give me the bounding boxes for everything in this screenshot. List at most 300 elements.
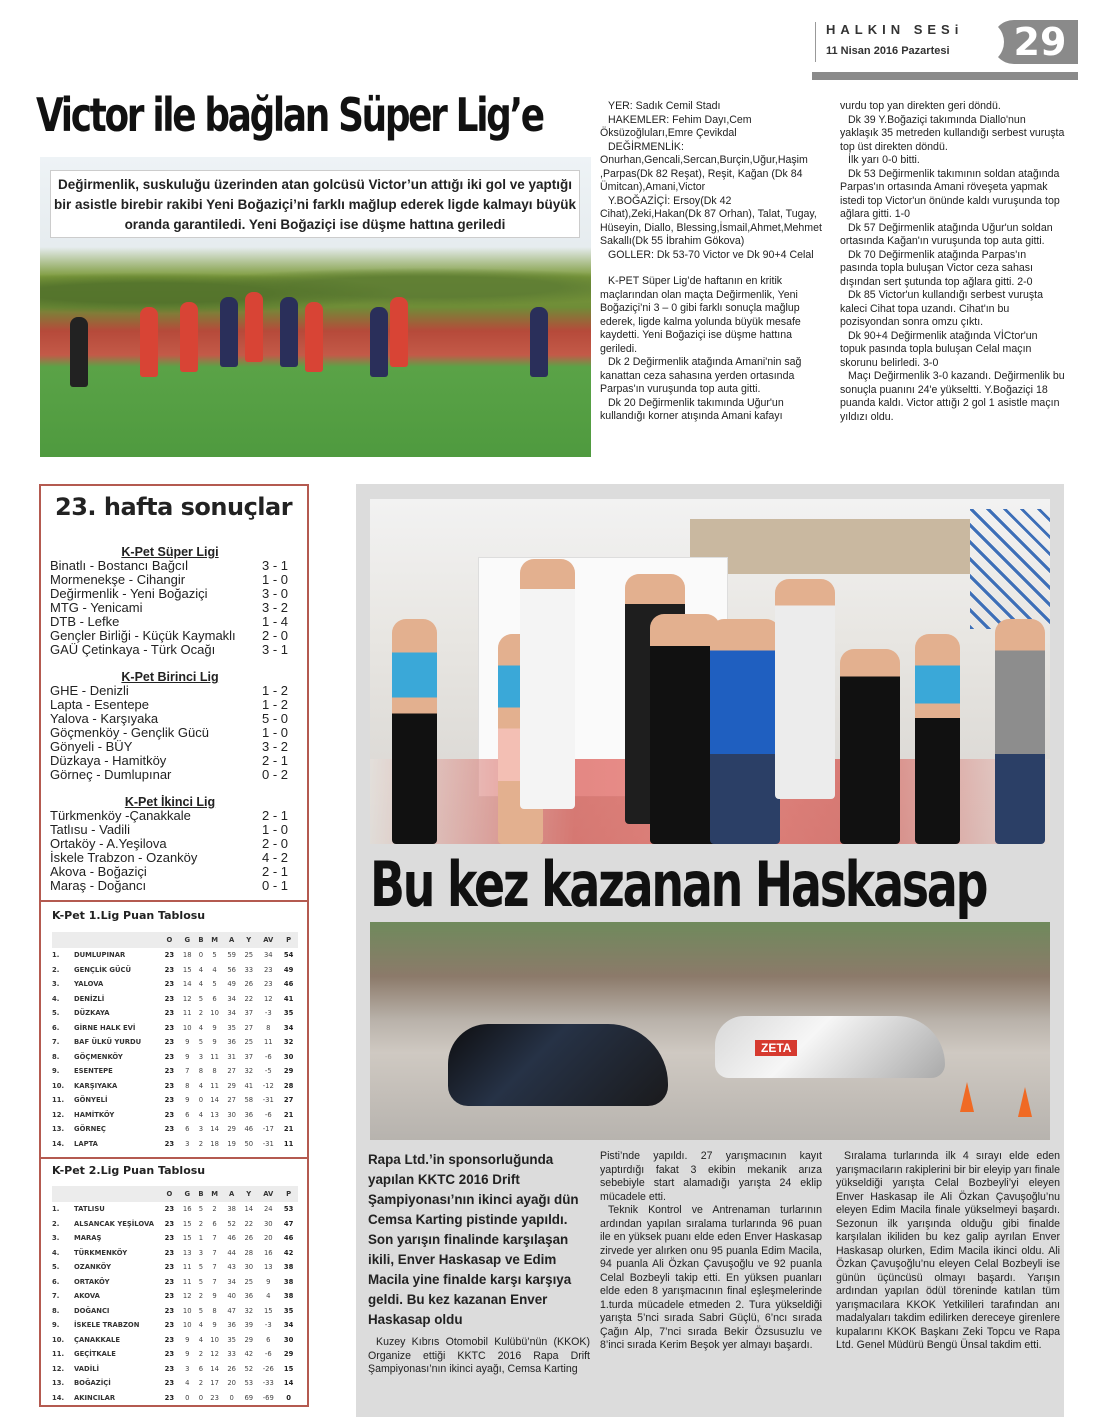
stat-cell: 53 bbox=[244, 1379, 254, 1388]
stat-cell: -6 bbox=[264, 1052, 272, 1061]
stat-cell: 6 bbox=[185, 1110, 190, 1119]
col-header-lost: M bbox=[206, 932, 223, 948]
stat-cell: 35 bbox=[283, 1306, 294, 1315]
stat-cell: 6 bbox=[266, 1335, 271, 1344]
stat-cell: 33 bbox=[244, 965, 254, 974]
stat-cell: 4 bbox=[198, 1081, 204, 1090]
stat-cell: -26 bbox=[262, 1364, 274, 1373]
stat-cell: 35 bbox=[227, 1335, 236, 1344]
stat-cell: 38 bbox=[283, 1263, 294, 1272]
stat-cell: 8 bbox=[185, 1081, 190, 1090]
stat-cell: 33 bbox=[227, 1350, 236, 1359]
stat-cell: 44 bbox=[227, 1248, 236, 1257]
col-header-drawn: B bbox=[196, 1186, 206, 1202]
stat-cell: 54 bbox=[283, 951, 294, 960]
stat-cell: 23 bbox=[164, 1292, 175, 1301]
match-teams: Düzkaya - Hamitköy bbox=[50, 753, 167, 768]
stat-cell: 7 bbox=[212, 1277, 217, 1286]
stat-cell: 14 bbox=[210, 1364, 219, 1373]
stat-cell: 29 bbox=[283, 1350, 294, 1359]
team-cell: AKOVA bbox=[74, 1292, 100, 1301]
col-header-lost: M bbox=[206, 1186, 223, 1202]
stat-cell: 8 bbox=[212, 1067, 217, 1076]
stat-cell: 2 bbox=[198, 1350, 204, 1359]
stat-cell: -3 bbox=[264, 1009, 272, 1018]
stat-cell: 23 bbox=[164, 1219, 175, 1228]
match-row bbox=[50, 726, 290, 740]
stat-cell: 28 bbox=[244, 1248, 254, 1257]
stat-cell: 15 bbox=[182, 1219, 192, 1228]
stat-cell: 9 bbox=[185, 1038, 190, 1047]
rank-cell: 2. bbox=[52, 1219, 60, 1228]
table-row bbox=[52, 963, 298, 978]
rank-cell: 1. bbox=[52, 1205, 60, 1214]
col-header-played: O bbox=[160, 1186, 179, 1202]
stat-cell: 23 bbox=[164, 1067, 175, 1076]
car-livery-label: ZETA bbox=[755, 1040, 797, 1056]
stat-cell: 5 bbox=[212, 980, 217, 989]
team-cell: LAPTA bbox=[74, 1139, 98, 1148]
stat-cell: 23 bbox=[164, 1096, 175, 1105]
stat-cell: 15 bbox=[182, 965, 192, 974]
stat-cell: 2 bbox=[212, 1205, 217, 1214]
stat-cell: 34 bbox=[227, 994, 236, 1003]
match-row bbox=[50, 615, 290, 629]
stat-cell: 23 bbox=[164, 1081, 175, 1090]
driver-figure bbox=[775, 579, 835, 799]
stat-cell: 32 bbox=[244, 1067, 254, 1076]
table-row bbox=[52, 1391, 298, 1406]
stat-cell: 23 bbox=[164, 1364, 175, 1373]
team-cell: HAMİTKÖY bbox=[74, 1110, 115, 1119]
stat-cell: 13 bbox=[263, 1263, 273, 1272]
match-teams: GAÜ Çetinkaya - Türk Ocağı bbox=[50, 642, 216, 657]
team-cell: OZANKÖY bbox=[74, 1263, 112, 1272]
match-score: 4 - 2 bbox=[261, 850, 288, 865]
table-row bbox=[52, 1231, 298, 1246]
stat-cell: 30 bbox=[263, 1219, 273, 1228]
stat-cell: 18 bbox=[210, 1139, 219, 1148]
stat-cell: 2 bbox=[198, 1379, 204, 1388]
stat-cell: 23 bbox=[164, 1321, 175, 1330]
stat-cell: 34 bbox=[263, 951, 273, 960]
article2-column-1 bbox=[368, 1336, 590, 1377]
match-teams: Değirmenlik - Yeni Boğaziçi bbox=[50, 586, 208, 601]
stat-cell: 23 bbox=[164, 1393, 175, 1402]
rank-cell: 9. bbox=[52, 1321, 60, 1330]
match-goals: GOLLER: Dk 53-70 Victor ve Dk 90+4 Celal bbox=[608, 248, 814, 261]
stat-cell: 6 bbox=[212, 994, 217, 1003]
stat-cell: 3 bbox=[198, 1248, 204, 1257]
player-figure bbox=[305, 302, 323, 372]
stat-cell: 26 bbox=[244, 1234, 254, 1243]
stat-cell: 23 bbox=[164, 1335, 175, 1344]
stat-cell: 23 bbox=[164, 1350, 175, 1359]
stat-cell: 26 bbox=[227, 1364, 236, 1373]
league-ikinci-lig bbox=[50, 795, 290, 893]
stat-cell: 27 bbox=[227, 1067, 236, 1076]
driver-figure bbox=[840, 649, 900, 844]
match-score: 3 - 1 bbox=[261, 642, 288, 657]
match-teams: Mormenekşe - Cihangir bbox=[50, 572, 186, 587]
stat-cell: 34 bbox=[283, 1023, 294, 1032]
stat-cell: 0 bbox=[198, 1096, 204, 1105]
stat-cell: 7 bbox=[212, 1234, 217, 1243]
stat-cell: 7 bbox=[212, 1263, 217, 1272]
stat-cell: 4 bbox=[198, 1110, 204, 1119]
article-paragraph: Dk 57 Değirmenlik atağında Uğur'un soldan ortasında Kağan'ın vuruşunda top auta gitti. bbox=[840, 221, 1053, 247]
match-row bbox=[50, 823, 290, 837]
rank-cell: 14. bbox=[52, 1393, 65, 1402]
stat-cell: 14 bbox=[210, 1125, 219, 1134]
stat-cell: -31 bbox=[262, 1139, 274, 1148]
stat-cell: 23 bbox=[164, 1052, 175, 1061]
standings-body bbox=[52, 1202, 298, 1405]
blue-bridge bbox=[970, 509, 1050, 629]
stat-cell: 5 bbox=[198, 994, 204, 1003]
rank-cell: 5. bbox=[52, 1009, 60, 1018]
league-name: K-Pet Süper Ligi bbox=[121, 545, 219, 559]
table-row bbox=[52, 992, 298, 1007]
match-score: 0 - 1 bbox=[261, 878, 288, 893]
section-divider bbox=[41, 900, 307, 902]
match-row bbox=[50, 865, 290, 879]
stat-cell: 41 bbox=[244, 1081, 254, 1090]
stat-cell: -33 bbox=[262, 1379, 274, 1388]
stat-cell: 15 bbox=[182, 1234, 192, 1243]
stat-cell: 22 bbox=[244, 1219, 254, 1228]
stat-cell: 29 bbox=[283, 1067, 294, 1076]
team-cell: BAF ÜLKÜ YURDU bbox=[74, 1038, 142, 1047]
match-row bbox=[50, 712, 290, 726]
team-cell: TÜRKMENKÖY bbox=[74, 1248, 128, 1257]
team-cell: DOĞANCI bbox=[74, 1306, 110, 1315]
stat-cell: 25 bbox=[244, 1038, 254, 1047]
col-header-average: AV bbox=[257, 932, 279, 948]
league-super-lig bbox=[50, 545, 290, 657]
article-paragraph: vurdu top yan direkten geri döndü. bbox=[840, 100, 1001, 112]
rank-cell: 11. bbox=[52, 1096, 65, 1105]
match-teams: Binatlı - Bostancı Bağcıl bbox=[50, 558, 189, 573]
stat-cell: 21 bbox=[283, 1125, 294, 1134]
match-score: 1 - 0 bbox=[261, 572, 288, 587]
stat-cell: 14 bbox=[244, 1205, 254, 1214]
table-row bbox=[52, 1122, 298, 1137]
stat-cell: 11 bbox=[283, 1139, 294, 1148]
stat-cell: 16 bbox=[263, 1248, 273, 1257]
article1-headline: Victor ile bağlan Süper Lig’e bbox=[36, 88, 543, 142]
stat-cell: 12 bbox=[182, 1292, 192, 1301]
stat-cell: 16 bbox=[182, 1205, 192, 1214]
col-header bbox=[74, 932, 160, 948]
table-row bbox=[52, 1137, 298, 1152]
stat-cell: 20 bbox=[227, 1379, 236, 1388]
team-cell: TATLISU bbox=[74, 1205, 105, 1214]
stat-cell: 12 bbox=[182, 994, 192, 1003]
standings-title-1lig: K-Pet 1.Lig Puan Tablosu bbox=[52, 909, 206, 922]
article2-headline: Bu kez kazanan Haskasap bbox=[370, 848, 987, 921]
stat-cell: 0 bbox=[229, 1393, 234, 1402]
match-score: 3 - 2 bbox=[261, 739, 288, 754]
stat-cell: 17 bbox=[210, 1379, 219, 1388]
match-row bbox=[50, 629, 290, 643]
stat-cell: 41 bbox=[283, 994, 294, 1003]
team-cell: ALSANCAK YEŞİLOVA bbox=[74, 1219, 155, 1228]
match-row bbox=[50, 851, 290, 865]
team-cell: ÇANAKKALE bbox=[74, 1335, 120, 1344]
stat-cell: 10 bbox=[210, 1009, 219, 1018]
team-cell: VADİLİ bbox=[74, 1364, 100, 1373]
masthead bbox=[812, 18, 1074, 68]
stat-cell: 9 bbox=[185, 1350, 190, 1359]
col-header-won: G bbox=[179, 932, 196, 948]
table-row bbox=[52, 1093, 298, 1108]
team-cell: YALOVA bbox=[74, 980, 104, 989]
match-row bbox=[50, 837, 290, 851]
stat-cell: 23 bbox=[164, 1379, 175, 1388]
match-score: 3 - 0 bbox=[261, 586, 288, 601]
rank-cell: 4. bbox=[52, 1248, 60, 1257]
rank-cell: 12. bbox=[52, 1364, 65, 1373]
rank-cell: 14. bbox=[52, 1139, 65, 1148]
match-row bbox=[50, 809, 290, 823]
stat-cell: 38 bbox=[283, 1292, 294, 1301]
stat-cell: 34 bbox=[227, 1277, 236, 1286]
team-cell: DÜZKAYA bbox=[74, 1009, 110, 1018]
league-birinci-lig bbox=[50, 670, 290, 782]
stat-cell: 31 bbox=[227, 1052, 236, 1061]
stat-cell: 36 bbox=[227, 1038, 236, 1047]
team-cell: BOĞAZİÇİ bbox=[74, 1379, 111, 1388]
stat-cell: 0 bbox=[198, 951, 204, 960]
table-row bbox=[52, 1108, 298, 1123]
stat-cell: 11 bbox=[210, 1081, 219, 1090]
article-paragraph: Dk 20 Değirmenlik takımında Uğur'un kullandığı korner atışında Amani kafayı bbox=[600, 396, 784, 422]
col-header-drawn: B bbox=[196, 932, 206, 948]
stat-cell: 4 bbox=[198, 1023, 204, 1032]
stat-cell: 14 bbox=[182, 980, 192, 989]
match-row bbox=[50, 768, 290, 782]
team-cell: GÖNYELİ bbox=[74, 1096, 108, 1105]
building-roof bbox=[690, 519, 970, 574]
stat-cell: 27 bbox=[244, 1023, 254, 1032]
stat-cell: 46 bbox=[227, 1234, 236, 1243]
stat-cell: 10 bbox=[182, 1023, 192, 1032]
issue-date: 11 Nisan 2016 Pazartesi bbox=[826, 45, 950, 57]
stat-cell: 5 bbox=[198, 1306, 204, 1315]
rank-cell: 11. bbox=[52, 1350, 65, 1359]
col-header bbox=[74, 1186, 160, 1202]
table-row bbox=[52, 1021, 298, 1036]
stat-cell: 52 bbox=[227, 1219, 236, 1228]
table-row bbox=[52, 1202, 298, 1217]
photo-caption: Değirmenlik, suskuluğu üzerinden atan golcüsü Victor’un attığı iki gol ve yaptığı bir asistle birebir rakibi Yeni Boğaziçi’ni farklı mağlup ederek ligde kalmayı büyük oranda garantiledi. Yeni Boğaziçi ise düşme hattına geriledi bbox=[50, 170, 580, 238]
stat-cell: 23 bbox=[164, 994, 175, 1003]
hostess-figure bbox=[915, 634, 960, 844]
match-score: 2 - 1 bbox=[261, 864, 288, 879]
player-figure bbox=[370, 307, 388, 377]
stat-cell: 14 bbox=[210, 1096, 219, 1105]
stat-cell: 0 bbox=[185, 1393, 190, 1402]
stat-cell: 6 bbox=[198, 1364, 204, 1373]
col-header bbox=[52, 932, 74, 948]
match-teams: MTG - Yenicami bbox=[50, 600, 143, 615]
stat-cell: 0 bbox=[286, 1393, 291, 1402]
stat-cell: 0 bbox=[198, 1393, 204, 1402]
rank-cell: 7. bbox=[52, 1038, 60, 1047]
stat-cell: 47 bbox=[227, 1306, 236, 1315]
stat-cell: 23 bbox=[164, 1248, 175, 1257]
stat-cell: 9 bbox=[212, 1321, 217, 1330]
table-row bbox=[52, 977, 298, 992]
stat-cell: 23 bbox=[164, 1205, 175, 1214]
team-cell: AKINCILAR bbox=[74, 1393, 116, 1402]
player-figure bbox=[220, 297, 238, 367]
stat-cell: -6 bbox=[264, 1110, 272, 1119]
article-paragraph: Sıralama turlarında ilk 4 sırayı elde eden yarışmacıların rakiplerini bir bir eleyip yarı finale yükseldiği yarışta Celal Bozbeyli’yi eleyen Enver Haskasap ile Ali Özkan Çavuşoğlu’nu eleyen Edim Macila finale yükselmeyi başardı. Sezonun ilk yarışında olduğu gibi finalde karşılalan ikiliden bu kez galip ayrılan Enver Haskasap olurken, Edim Macila ikinci oldu. Ali Özkan Çavuşoğlu’nu eleyen Celal Bozbeyli ise günün üçüncüsü olmayı başardı. Yarışın ardından yapılan ödül töreninde katılan tüm yarışmacılara KKOK Yetkilileri tarafından anı madalyaları takdim edilirken dereceye girenlere kupalarını KKOK Başkanı Zeki Topcu ve Rapa Ltd. Genel Müdürü Bengü Ünsal takdim etti. bbox=[836, 1150, 1060, 1351]
stat-cell: 40 bbox=[227, 1292, 236, 1301]
table-row bbox=[52, 1079, 298, 1094]
table-row bbox=[52, 1217, 298, 1232]
stat-cell: 27 bbox=[283, 1096, 294, 1105]
stat-cell: 32 bbox=[244, 1306, 254, 1315]
table-row bbox=[52, 1275, 298, 1290]
match-score: 1 - 4 bbox=[261, 614, 288, 629]
stat-cell: 35 bbox=[227, 1023, 236, 1032]
match-score: 1 - 2 bbox=[261, 697, 288, 712]
article-paragraph: Dk 2 Değirmenlik atağında Amani'nin sağ kanattan ceza sahasına yerden ortasında Parpas'ın vuruşunda top auta gitti. bbox=[600, 356, 802, 395]
article-paragraph: Dk 53 Değirmenlik takımının soldan atağında Parpas'ın ortasında Amani röveşeta yapmak istedi top Victor'un önünde kaldı vuruşunda top ağlara gitti. 1-0 bbox=[840, 167, 1060, 220]
match-row bbox=[50, 879, 290, 893]
team-cell: DENİZLİ bbox=[74, 994, 105, 1003]
stat-cell: 10 bbox=[182, 1306, 192, 1315]
match-teams: Gönyeli - BÜY bbox=[50, 739, 133, 754]
stat-cell: 10 bbox=[210, 1335, 219, 1344]
team-cell: GEÇİTKALE bbox=[74, 1350, 116, 1359]
rank-cell: 10. bbox=[52, 1081, 65, 1090]
stat-cell: 2 bbox=[198, 1219, 204, 1228]
match-score: 2 - 0 bbox=[261, 836, 288, 851]
spectator-figure bbox=[995, 619, 1045, 844]
team-cell: GİRNE HALK EVİ bbox=[74, 1023, 136, 1032]
match-teams: Görneç - Dumlupınar bbox=[50, 767, 172, 782]
team-cell: MARAŞ bbox=[74, 1234, 102, 1243]
article-paragraph: Dk 70 Değirmenlik atağında Parpas'ın pasında topla buluşan Victor ceza sahası dışından sert şutunda top ağlara gitti. 2-0 bbox=[840, 248, 1033, 288]
article-paragraph: K-PET Süper Lig’de haftanın en kritik maçlarından olan maçta Değirmenlik, Yeni Boğaziçi’ni 3 – 0 gibi farklı sonuçla mağlup ederek, ligde kalma yolunda büyük mesafe kaydetti. Yeni Boğaziçi ise düşme hattına geriledi. bbox=[600, 275, 801, 355]
table-row bbox=[52, 1035, 298, 1050]
stat-cell: 13 bbox=[182, 1248, 192, 1257]
hostess-figure bbox=[392, 619, 437, 844]
match-score: 3 - 2 bbox=[261, 600, 288, 615]
match-score: 0 - 2 bbox=[261, 767, 288, 782]
stat-cell: 46 bbox=[283, 980, 294, 989]
rank-cell: 13. bbox=[52, 1379, 65, 1388]
article-paragraph: Dk 85 Victor'un kullandığı serbest vuruşta kaleci Cihat topa uzandı. Cihat'ın bu pozisyondan sonra omzu çıktı. bbox=[840, 289, 1043, 328]
stat-cell: 46 bbox=[283, 1234, 294, 1243]
table-row bbox=[52, 1304, 298, 1319]
stat-cell: 50 bbox=[244, 1139, 254, 1148]
podium-photo bbox=[370, 499, 1050, 844]
stat-cell: 39 bbox=[244, 1321, 254, 1330]
article-paragraph: Dk 90+4 Değirmenlik atağında VİCtor'un topuk pasında topla buluşan Celal maçın skorunu belirledi. 3-0 bbox=[840, 329, 1038, 369]
team-cell: ESENTEPE bbox=[74, 1067, 113, 1076]
stat-cell: 38 bbox=[283, 1277, 294, 1286]
stat-cell: 9 bbox=[185, 1335, 190, 1344]
stat-cell: 27 bbox=[227, 1096, 236, 1105]
stat-cell: 30 bbox=[244, 1263, 254, 1272]
table-header-row bbox=[52, 1186, 298, 1202]
stat-cell: 23 bbox=[164, 1110, 175, 1119]
match-teams: Akova - Boğaziçi bbox=[50, 864, 147, 879]
stat-cell: 52 bbox=[244, 1364, 254, 1373]
table-row bbox=[52, 1333, 298, 1348]
standings-table-1lig bbox=[52, 932, 298, 1151]
stat-cell: 4 bbox=[198, 980, 204, 989]
stat-cell: 11 bbox=[182, 1009, 192, 1018]
article-paragraph: Pisti’nde yapıldı. 27 yarışmacının kayıt yaptırdığı fakat 3 ekibin mekanik arıza sebebiyle start alamadığı yarışta 24 eklip mücadele etti. bbox=[600, 1150, 822, 1203]
match-score: 1 - 0 bbox=[261, 725, 288, 740]
stat-cell: -69 bbox=[262, 1393, 274, 1402]
col-header-won: G bbox=[179, 1186, 196, 1202]
stat-cell: 10 bbox=[182, 1321, 192, 1330]
masthead-rule bbox=[812, 72, 1078, 80]
stat-cell: 4 bbox=[266, 1292, 271, 1301]
col-header-for: A bbox=[223, 1186, 240, 1202]
stat-cell: 8 bbox=[266, 1023, 271, 1032]
stat-cell: 14 bbox=[283, 1379, 294, 1388]
stat-cell: 25 bbox=[244, 1277, 254, 1286]
player-figure bbox=[280, 297, 298, 367]
stat-cell: 23 bbox=[263, 965, 273, 974]
match-teams: Ortaköy - A.Yeşilova bbox=[50, 836, 167, 851]
stat-cell: 23 bbox=[263, 980, 273, 989]
stat-cell: 23 bbox=[164, 951, 175, 960]
article-paragraph: Maçı Değirmenlik 3-0 kazandı. Değirmenlik bu sonuçla puanını 24'e yükseltti. Y.Boğaziçi 18 puanda kaldı. Victor attığı 2 gol 1 asistle maçın yıldızı oldu. bbox=[840, 370, 1065, 423]
match-row bbox=[50, 684, 290, 698]
col-header-against: Y bbox=[240, 932, 257, 948]
stat-cell: 23 bbox=[164, 1139, 175, 1148]
match-row bbox=[50, 740, 290, 754]
stat-cell: 36 bbox=[227, 1321, 236, 1330]
team-cell: GÖÇMENKÖY bbox=[74, 1052, 123, 1061]
col-header-points: P bbox=[279, 932, 298, 948]
stat-cell: 42 bbox=[283, 1248, 294, 1257]
stat-cell: 20 bbox=[263, 1234, 273, 1243]
table-row bbox=[52, 1006, 298, 1021]
stat-cell: 29 bbox=[244, 1335, 254, 1344]
stat-cell: 23 bbox=[164, 1277, 175, 1286]
table-row bbox=[52, 1246, 298, 1261]
rank-cell: 7. bbox=[52, 1292, 60, 1301]
stat-cell: -17 bbox=[262, 1125, 274, 1134]
stat-cell: 9 bbox=[266, 1277, 271, 1286]
rank-cell: 9. bbox=[52, 1067, 60, 1076]
team-cell: GENÇLİK GÜCÜ bbox=[74, 965, 131, 974]
rank-cell: 10. bbox=[52, 1335, 65, 1344]
stat-cell: 6 bbox=[185, 1125, 190, 1134]
stat-cell: 9 bbox=[212, 1023, 217, 1032]
stat-cell: 5 bbox=[198, 1205, 204, 1214]
table-row bbox=[52, 948, 298, 963]
rank-cell: 5. bbox=[52, 1263, 60, 1272]
driver-figure bbox=[520, 559, 575, 809]
stat-cell: 37 bbox=[244, 1052, 254, 1061]
stat-cell: -5 bbox=[264, 1067, 272, 1076]
match-row bbox=[50, 698, 290, 712]
col-header-played: O bbox=[160, 932, 179, 948]
stat-cell: 4 bbox=[198, 1321, 204, 1330]
stat-cell: 23 bbox=[210, 1393, 219, 1402]
